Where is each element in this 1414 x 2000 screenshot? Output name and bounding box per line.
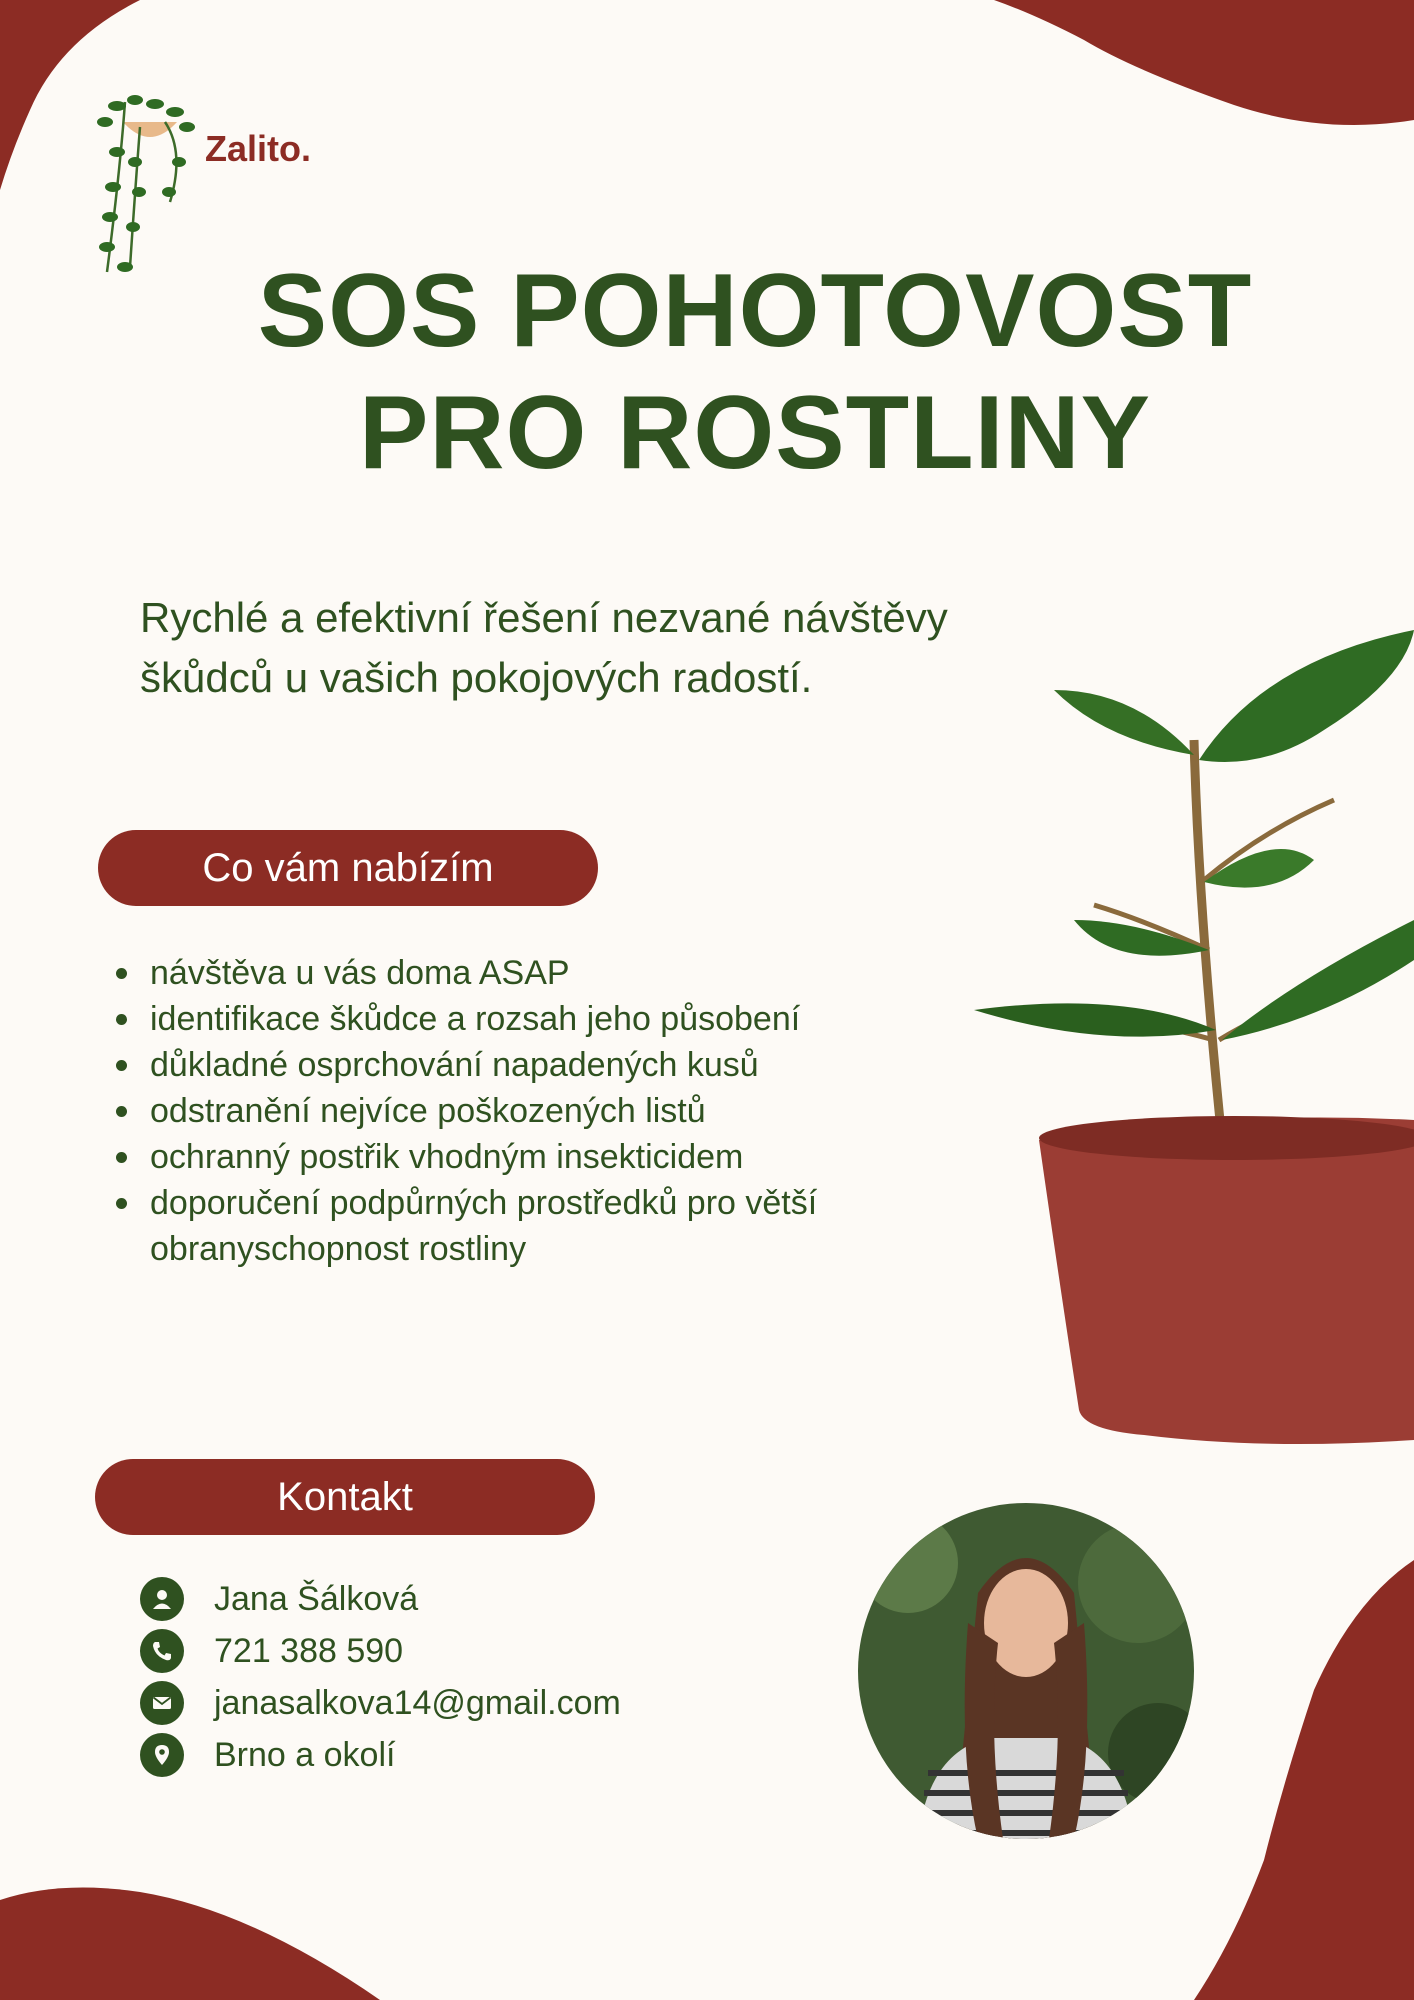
location-pin-icon: [140, 1733, 184, 1777]
contact-name-row: [140, 1573, 760, 1625]
user-icon: [140, 1577, 184, 1621]
title-line-1: SOS POHOTOVOST: [257, 253, 1253, 369]
title-line-2: PRO ROSTLINY: [358, 375, 1152, 491]
list-item: důkladné osprchování napadených kusů: [110, 1042, 870, 1088]
potted-plant-image: [844, 620, 1414, 1460]
contact-email[interactable]: janasalkova14@gmail.com: [214, 1683, 621, 1722]
subtitle-line-1: Rychlé a efektivní řešení nezvané návštěvy: [140, 594, 948, 641]
offer-heading: Co vám nabízím: [98, 830, 598, 906]
contact-location: Brno a okolí: [214, 1735, 396, 1774]
offer-list: [110, 950, 870, 1272]
contact-list: [140, 1573, 760, 1781]
contact-name: Jana Šálková: [214, 1579, 419, 1618]
page-title: [160, 250, 1350, 494]
corner-blob-bottom-left: [0, 1880, 380, 2000]
corner-blob-bottom-right: [1174, 1560, 1414, 2000]
list-item: identifikace škůdce a rozsah jeho působení: [110, 996, 870, 1042]
brand-name: Zalito.: [205, 128, 311, 169]
phone-icon: [140, 1629, 184, 1673]
list-item: odstranění nejvíce poškozených listů: [110, 1088, 870, 1134]
list-item: ochranný postřik vhodným insekticidem: [110, 1134, 870, 1180]
contact-email-row: [140, 1677, 760, 1729]
corner-blob-top-right: [994, 0, 1414, 130]
mail-icon: [140, 1681, 184, 1725]
list-item: doporučení podpůrných prostředků pro větší obranyschopnost rostliny: [110, 1180, 870, 1272]
contact-location-row: [140, 1729, 760, 1781]
contact-heading: Kontakt: [95, 1459, 595, 1535]
contact-phone[interactable]: 721 388 590: [214, 1631, 404, 1670]
portrait-photo: [858, 1503, 1194, 1839]
contact-phone-row: [140, 1625, 760, 1677]
list-item: návštěva u vás doma ASAP: [110, 950, 870, 996]
subtitle-line-2: škůdců u vašich pokojových radostí.: [140, 654, 813, 701]
